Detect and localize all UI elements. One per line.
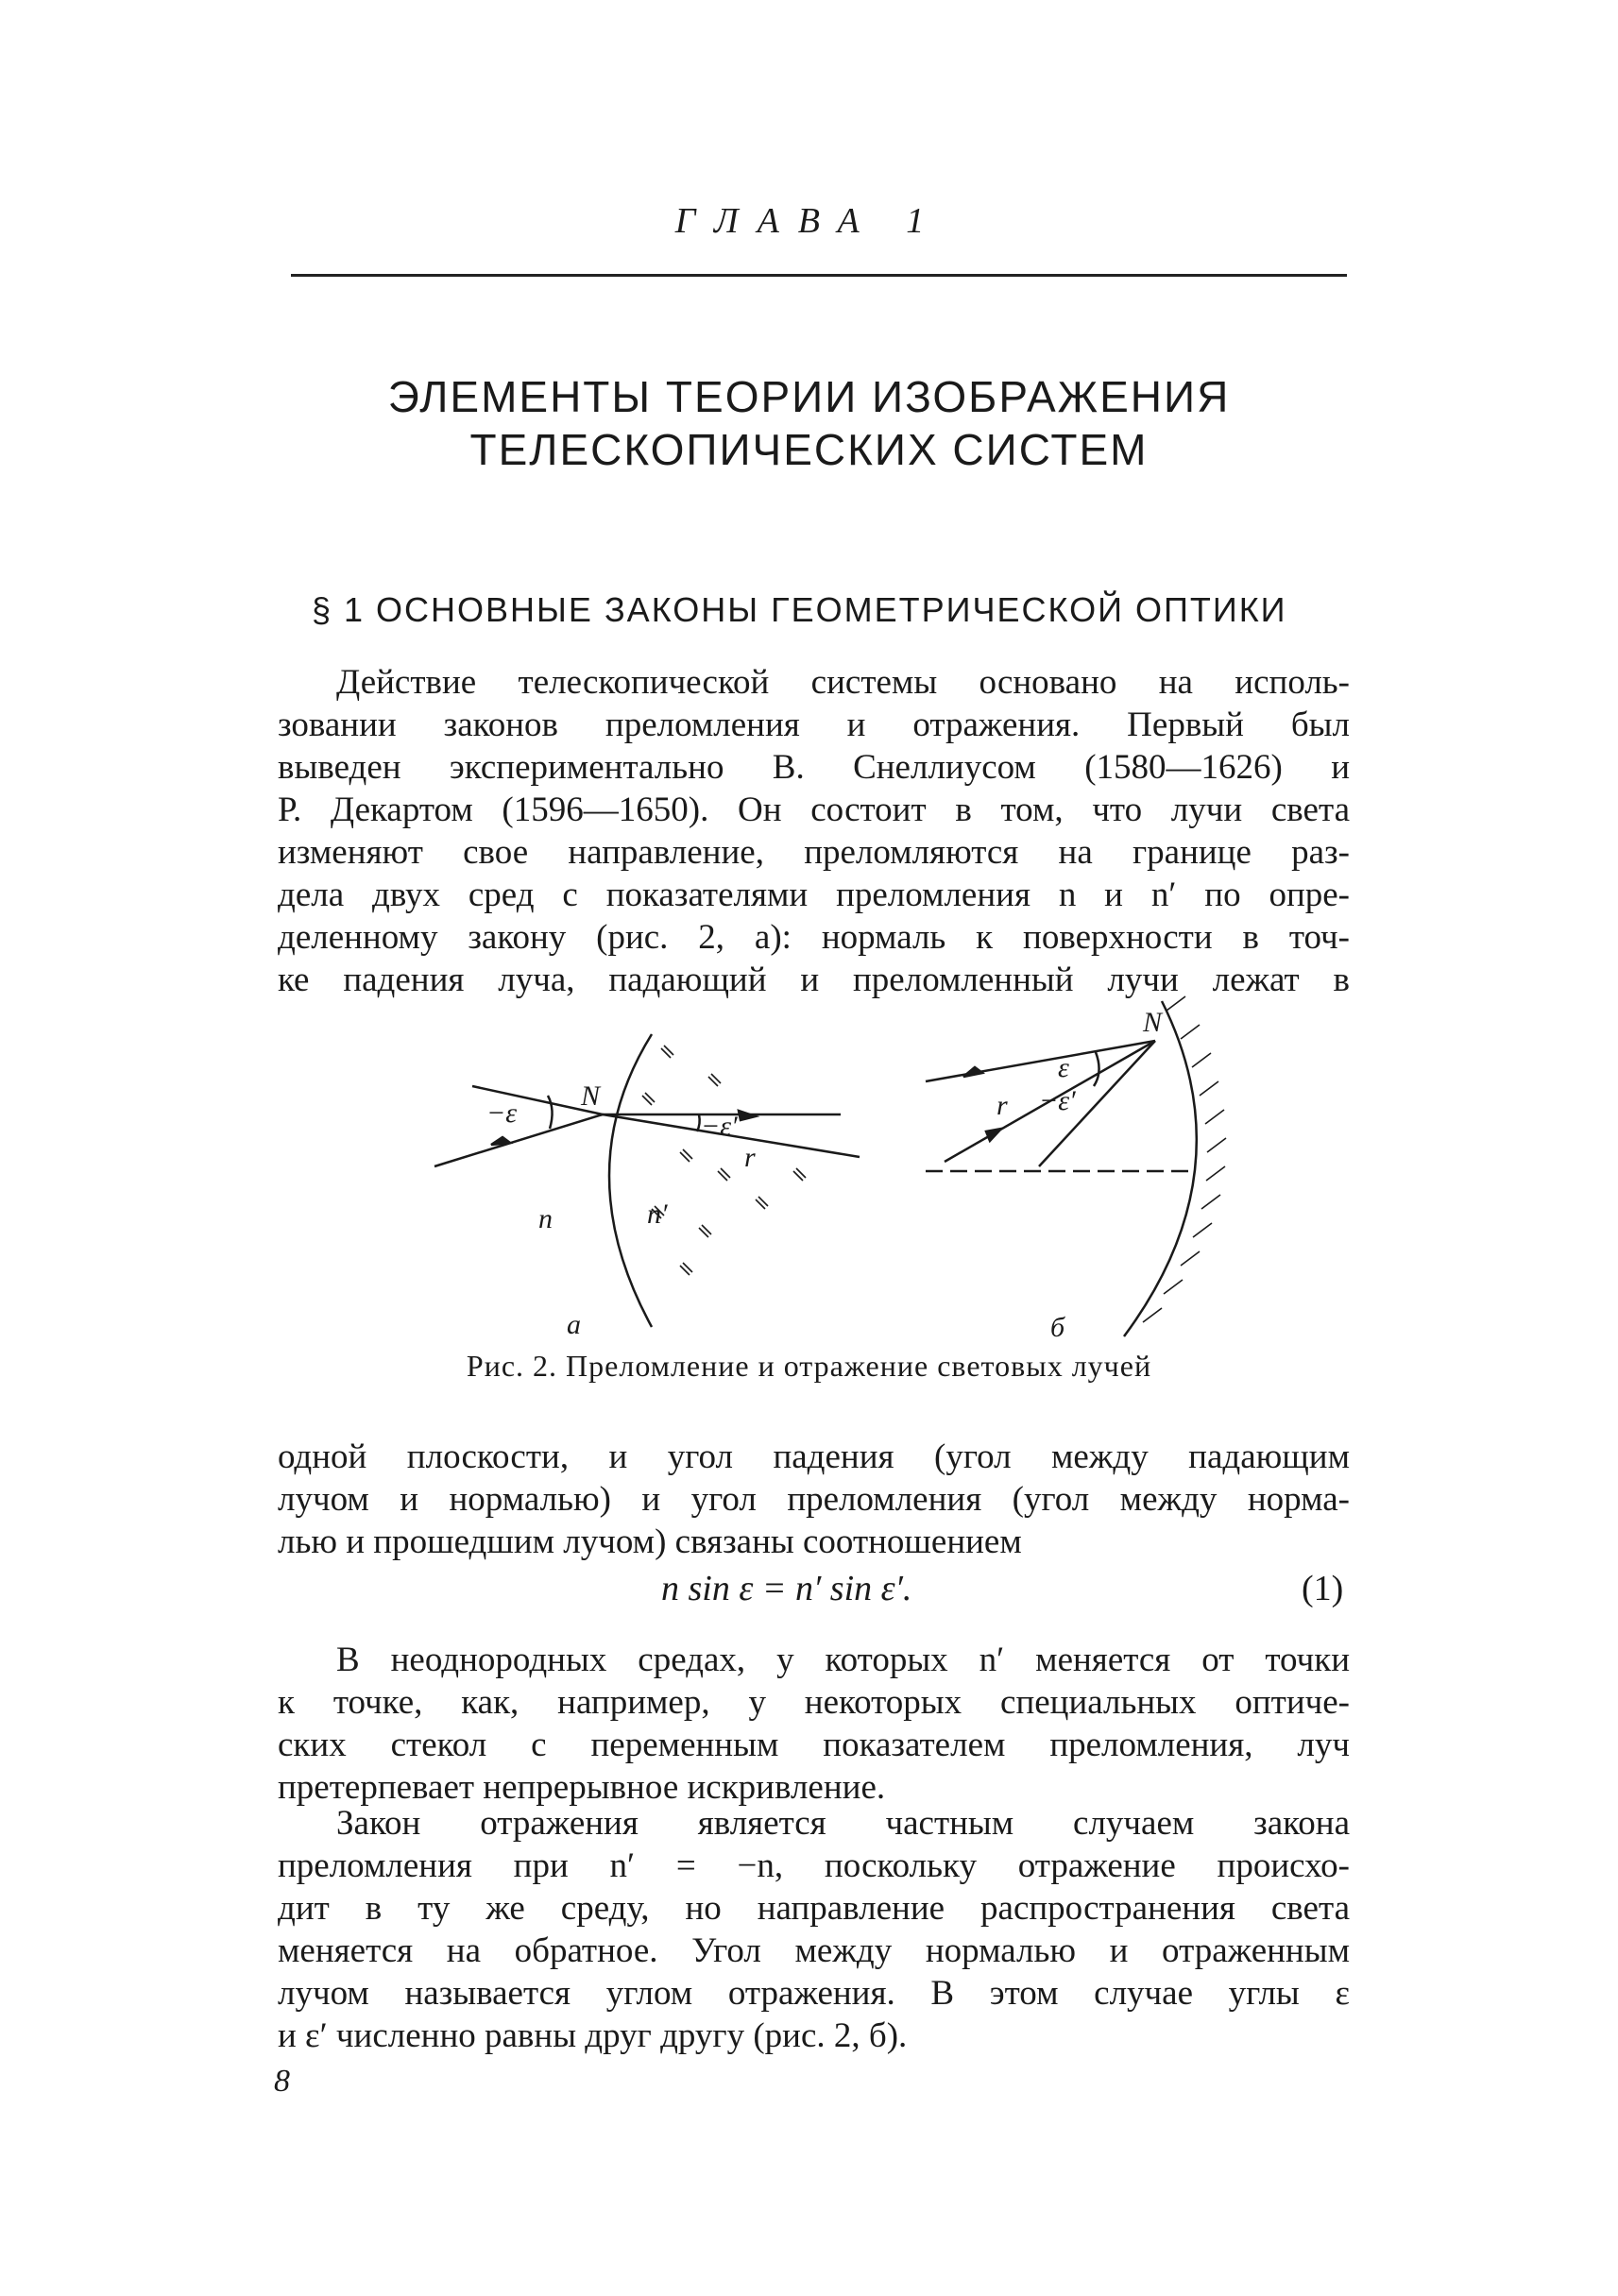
figure-2: [397, 982, 1247, 1341]
chapter-title: [0, 370, 1618, 476]
paragraph-4: [278, 1802, 1350, 2057]
figure-2a-refraction: [434, 1034, 860, 1327]
chapter-heading: ГЛАВА 1: [674, 201, 944, 241]
label-n: n: [538, 1203, 553, 1234]
refracting-surface: [609, 1034, 652, 1327]
figure-2b-reflection: [926, 996, 1226, 1336]
paragraph-3: [278, 1639, 1350, 1809]
paragraph-line: лучом и нормалью) и угол преломления (угол между норма-: [278, 1480, 1350, 1519]
paragraph-1: [278, 661, 1350, 1001]
formula-expression: n sin ε = n′ sin ε′.: [661, 1569, 912, 1608]
angle-arc: [1094, 1052, 1099, 1086]
paragraph-line: к точке, как, например, у некоторых специальных оптиче-: [278, 1683, 1350, 1722]
paragraph-line: лучом называется углом отражения. В этом случае углы ε: [278, 1974, 1350, 2013]
label-r: r: [744, 1142, 756, 1173]
label-subfigure-b: б: [1050, 1312, 1065, 1341]
label-eps-prime: −ε′: [1039, 1085, 1076, 1116]
paragraph-line: деленному закону (рис. 2, а): нормаль к поверхности в точ-: [278, 918, 1350, 957]
section-heading: § 1 ОСНОВНЫЕ ЗАКОНЫ ГЕОМЕТРИЧЕСКОЙ ОПТИКИ: [312, 590, 1287, 629]
paragraph-line: дела двух сред с показателями преломления n и n′ по опре-: [278, 876, 1350, 914]
label-N: N: [1143, 1007, 1163, 1038]
label-n-prime: n′: [647, 1199, 668, 1230]
paragraph-line: и ε′ численно равны друг другу (рис. 2, б).: [278, 2016, 908, 2055]
header-rule: [291, 274, 1347, 277]
paragraph-line: меняется на обратное. Угол между нормалью и отраженным: [278, 1931, 1350, 1970]
paragraph-line: Р. Декартом (1596—1650). Он состоит в том, что лучи света: [278, 791, 1350, 829]
angle-arc: [697, 1114, 700, 1131]
paragraph-line: дит в ту же среду, но направление распространения света: [278, 1889, 1350, 1928]
label-r: r: [996, 1090, 1008, 1121]
angle-arc: [548, 1096, 553, 1129]
label-N: N: [581, 1080, 601, 1112]
paragraph-2: [278, 1436, 1350, 1563]
paragraph-line: Закон отражения является частным случаем закона: [336, 1804, 1350, 1843]
formula-number: (1): [1302, 1569, 1344, 1608]
page-number: 8: [274, 2064, 290, 2099]
label-eps-prime: −ε′: [701, 1111, 738, 1142]
mirror-hatching: [1143, 996, 1226, 1322]
label-eps: ε: [1058, 1052, 1069, 1083]
paragraph-line: изменяют свое направление, преломляются на границе раз-: [278, 833, 1350, 872]
paragraph-line: лью и прошедшим лучом) связаны соотношением: [278, 1522, 1022, 1561]
label-subfigure-a: а: [567, 1309, 581, 1340]
arrow-icon: [986, 1129, 1001, 1141]
incident-ray: [434, 1114, 603, 1166]
figure-2a-labels: [486, 1080, 756, 1340]
paragraph-line: выведен экспериментально В. Снеллиусом (1580—1626) и: [278, 748, 1350, 787]
label-eps: −ε: [486, 1097, 518, 1129]
paragraph-line: В неоднородных средах, у которых n′ меняется от точки: [336, 1641, 1350, 1679]
arrow-icon: [739, 1111, 756, 1120]
chapter-title-line-1: ЭЛЕМЕНТЫ ТЕОРИИ ИЗОБРАЖЕНИЯ: [387, 372, 1231, 421]
figure-caption: Рис. 2. Преломление и отражение световых лучей: [466, 1349, 1152, 1383]
paragraph-line: одной плоскости, и угол падения (угол между падающим: [278, 1437, 1350, 1476]
chapter-title-line-2: ТЕЛЕСКОПИЧЕСКИХ СИСТЕМ: [469, 425, 1149, 474]
paragraph-line: Действие телескопической системы основано на исполь-: [336, 663, 1350, 702]
paragraph-line: зовании законов преломления и отражения. Первый был: [278, 706, 1350, 744]
arrow-icon: [491, 1137, 510, 1145]
paragraph-line: претерпевает непрерывное искривление.: [278, 1768, 886, 1807]
paragraph-line: ке падения луча, падающий и преломленный лучи лежат в: [278, 961, 1350, 999]
paragraph-line: ских стекол с переменным показателем преломления, луч: [278, 1726, 1350, 1764]
figure-2b-labels: [996, 1007, 1164, 1341]
medium-hatching: [642, 1046, 806, 1275]
arrow-icon: [963, 1067, 982, 1077]
paragraph-line: преломления при n′ = −n, поскольку отражение происхо-: [278, 1846, 1350, 1885]
